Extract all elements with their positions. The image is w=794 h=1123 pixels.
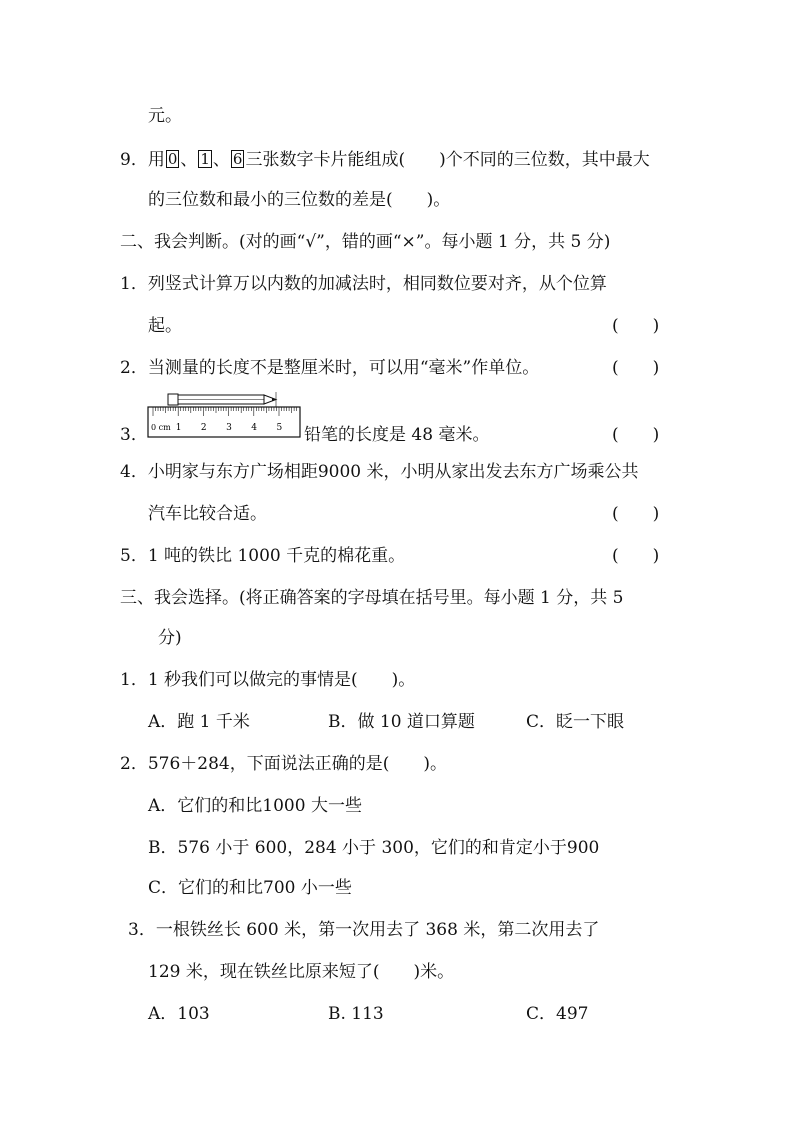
answer-bracket[interactable]: ( ) bbox=[612, 358, 660, 378]
question-9-cont: 的三位数和最小的三位数的差是( )。 bbox=[148, 190, 451, 210]
answer-bracket[interactable]: ( ) bbox=[612, 504, 660, 524]
digit-card: 1 bbox=[200, 150, 210, 168]
option-a: A．跑 1 千米 bbox=[148, 712, 250, 732]
option-c: C．它们的和比700 小一些 bbox=[148, 878, 352, 898]
section-3-heading: 三、我会选择。(将正确答案的字母填在括号里。每小题 1 分，共 5 bbox=[120, 588, 624, 608]
question-number: 9． bbox=[120, 150, 148, 170]
judge-5: 5．1 吨的铁比 1000 千克的棉花重。 bbox=[120, 546, 406, 566]
question-text: 三张数字卡片能组成( )个不同的三位数，其中最大 bbox=[245, 150, 650, 170]
ruler-tick-label: 5 bbox=[276, 423, 283, 433]
digit-card: 0 bbox=[167, 150, 178, 168]
choice-2: 2．576＋284，下面说法正确的是( )。 bbox=[120, 754, 447, 774]
pencil-icon bbox=[168, 394, 276, 405]
judge-1: 1．列竖式计算万以内数的加减法时，相同数位要对齐，从个位算 bbox=[120, 274, 607, 294]
option-c: C．眨一下眼 bbox=[526, 712, 625, 732]
judge-4: 4．小明家与东方广场相距9000 米，小明从家出发去东方广场乘公共 bbox=[120, 462, 639, 482]
judge-3: 铅笔的长度是 48 毫米。 bbox=[304, 425, 490, 445]
choice-1: 1．1 秒我们可以做完的事情是( )。 bbox=[120, 670, 416, 690]
separator: 、 bbox=[212, 150, 230, 170]
ruler-tick-label: 2 bbox=[200, 423, 207, 433]
section-2-heading: 二、我会判断。(对的画“√”，错的画“×”。每小题 1 分，共 5 分) bbox=[120, 232, 611, 252]
answer-bracket[interactable]: ( ) bbox=[612, 425, 660, 445]
choice-3: 3．一根铁丝长 600 米，第一次用去了 368 米，第二次用去了 bbox=[128, 920, 600, 940]
ruler-unit-label: 0 cm bbox=[151, 423, 171, 432]
judge-3-number: 3． bbox=[120, 425, 148, 445]
answer-bracket[interactable]: ( ) bbox=[612, 546, 660, 566]
ruler-pencil-image bbox=[146, 392, 302, 440]
ruler-tick-label: 3 bbox=[226, 423, 232, 433]
judge-1-cont: 起。 bbox=[148, 316, 182, 336]
text-line: 元。 bbox=[148, 106, 182, 126]
section-3-heading-cont: 分) bbox=[158, 628, 182, 648]
option-a: A．103 bbox=[148, 1004, 210, 1024]
digit-card: 6 bbox=[232, 150, 243, 168]
option-b: B. 113 bbox=[328, 1004, 384, 1024]
option-b: B．做 10 道口算题 bbox=[328, 712, 475, 732]
option-c: C．497 bbox=[526, 1004, 589, 1024]
answer-bracket[interactable]: ( ) bbox=[612, 316, 660, 336]
choice-3-cont: 129 米，现在铁丝比原来短了( )米。 bbox=[148, 962, 455, 982]
option-b: B．576 小于 600，284 小于 300，它们的和肯定小于900 bbox=[148, 838, 600, 858]
option-a: A．它们的和比1000 大一些 bbox=[148, 796, 362, 816]
question-9 bbox=[120, 148, 650, 172]
ruler-tick-label: 4 bbox=[251, 423, 258, 433]
judge-4-cont: 汽车比较合适。 bbox=[148, 504, 267, 524]
judge-2: 2．当测量的长度不是整厘米时，可以用“毫米”作单位。 bbox=[120, 358, 540, 378]
separator: 、 bbox=[180, 150, 198, 170]
ruler-tick-label: 1 bbox=[175, 423, 182, 433]
question-text: 用 bbox=[147, 150, 165, 170]
